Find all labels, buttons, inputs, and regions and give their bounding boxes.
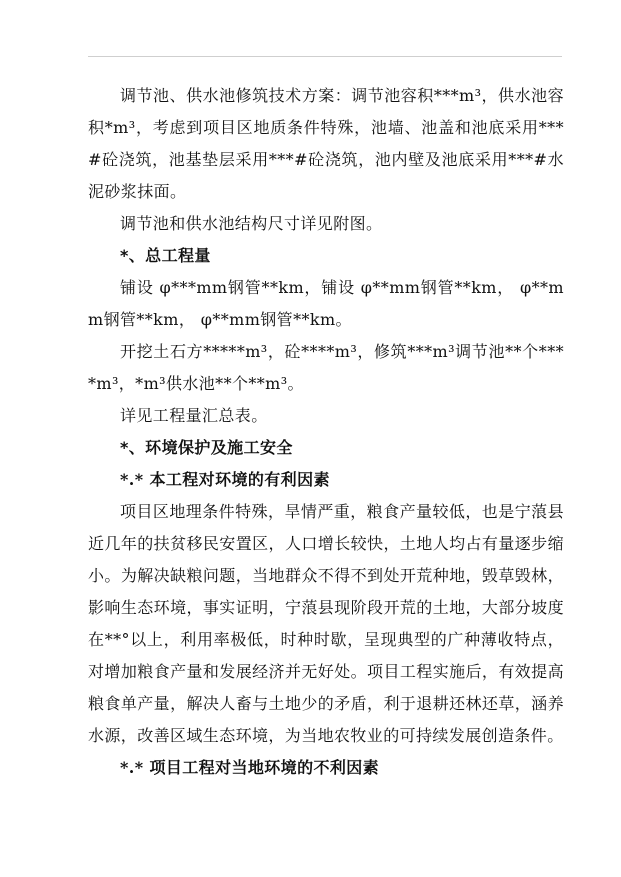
paragraph-summary-table-reference: 详见工程量汇总表。	[120, 406, 268, 425]
paragraph-pipe-laying: 铺设 φ***mm钢管**km，铺设 φ**mm钢管**km， φ**mm钢管**km， φ**mm钢管**km。	[88, 278, 564, 329]
header-rule	[88, 56, 562, 57]
document-body	[88, 80, 564, 784]
paragraph-favorable-factors: 项目区地理条件特殊，旱情严重，粮食产量较低，也是宁蒗县近几年的扶贫移民安置区，人口增长较快，土地人均占有量逐步缩小。为解决缺粮问题，当地群众不得不到处开荒种地，毁草毁林，影响生态环境，事实证明，宁蒗县现阶段开荒的土地，大部分坡度在**°以上，利用率极低，时种时歇，呈现典型的广种薄收特点，对增加粮食产量和发展经济并无好处。项目工程实施后，有效提高粮食单产量，解决人畜与土地少的矛盾，利于退耕还林还草，涵养水源，改善区域生态环境，为当地农牧业的可持续发展创造条件。	[88, 502, 564, 745]
paragraph-structure-reference: 调节池和供水池结构尺寸详见附图。	[120, 214, 383, 233]
subheading-unfavorable-factors: *.* 项目工程对当地环境的不利因素	[120, 758, 380, 777]
paragraph-pool-construction-method: 调节池、供水池修筑技术方案：调节池容积***m³，供水池容积*m³，考虑到项目区地质条件特殊，池墙、池盖和池底采用***#砼浇筑，池基垫层采用***#砼浇筑，池内壁及池底采用***#水泥砂浆抹面。	[88, 86, 564, 201]
heading-environment-safety: *、环境保护及施工安全	[120, 438, 293, 457]
paragraph-earthwork: 开挖土石方*****m³，砼****m³，修筑***m³调节池**个****m³，*m³供水池**个**m³。	[88, 342, 564, 393]
subheading-favorable-factors: *.* 本工程对环境的有利因素	[120, 470, 330, 489]
heading-total-quantities: *、总工程量	[120, 246, 211, 265]
